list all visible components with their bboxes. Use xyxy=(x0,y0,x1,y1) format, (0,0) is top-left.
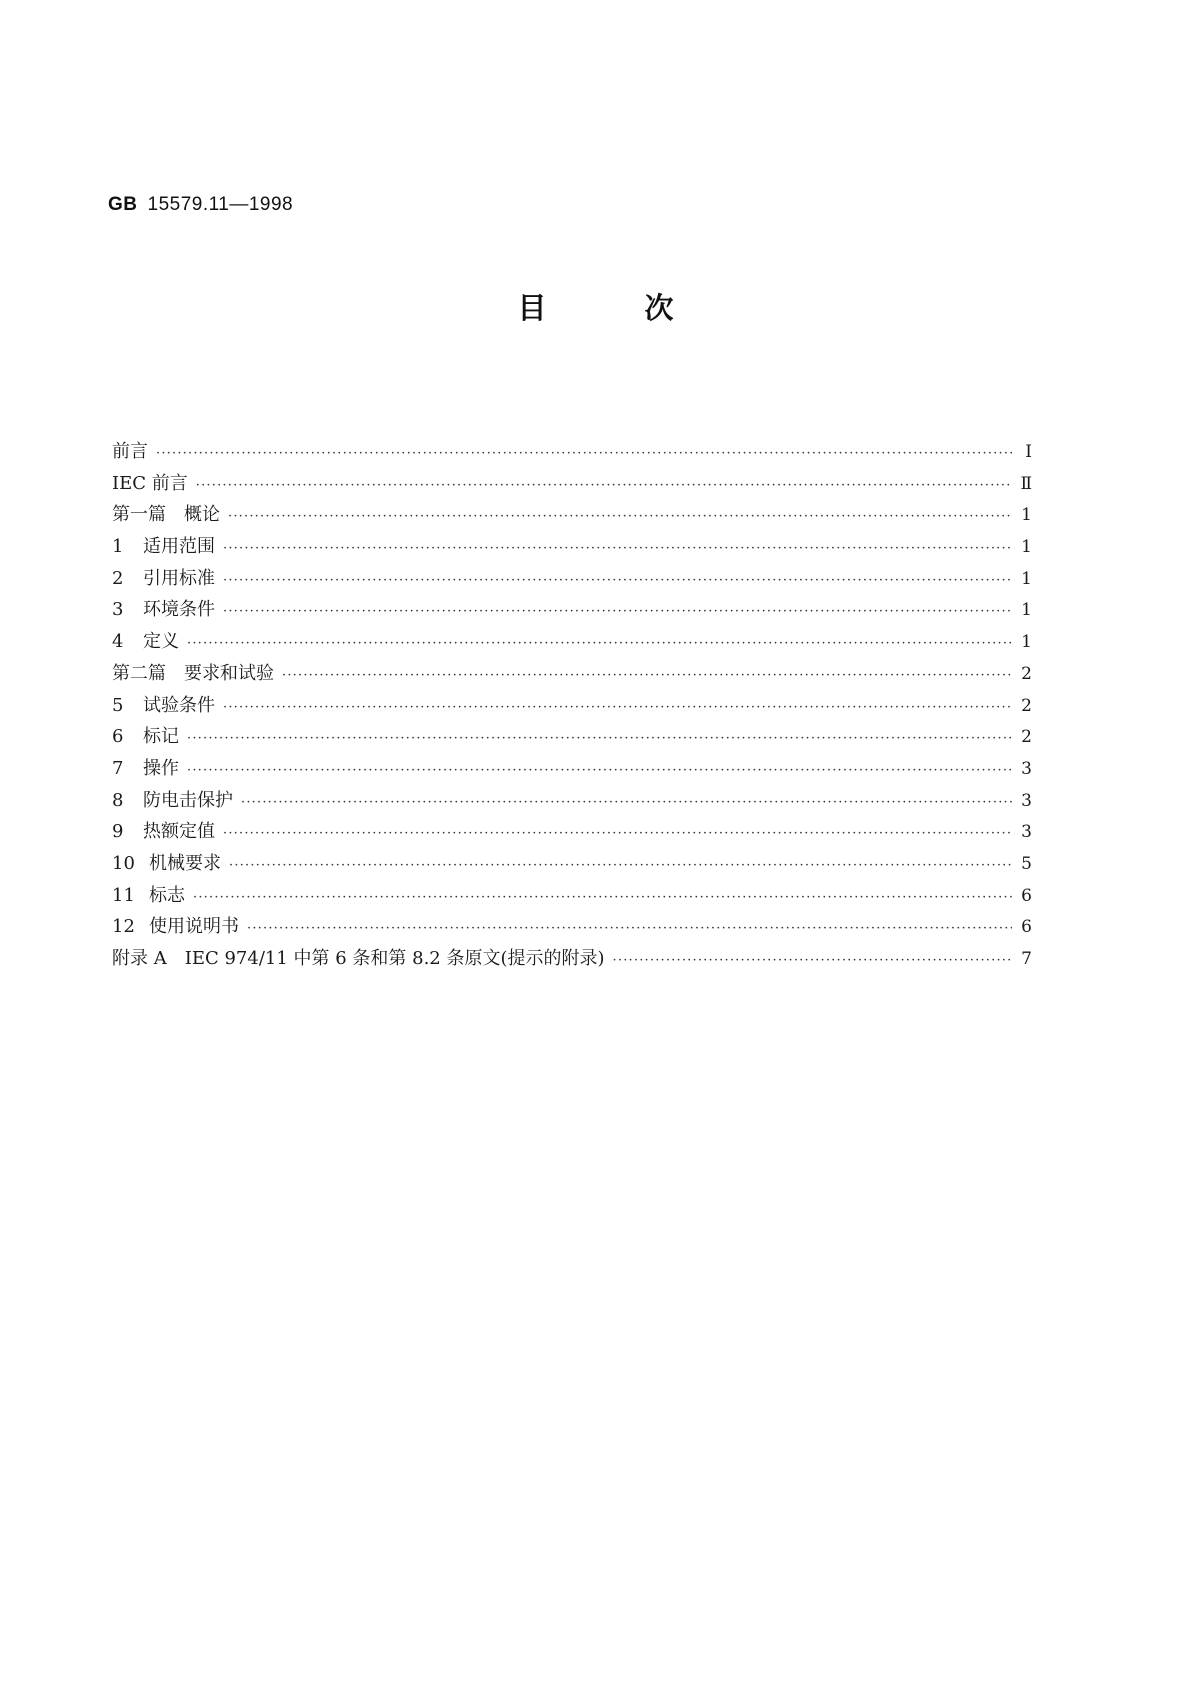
toc-entry-preface[interactable] xyxy=(112,436,1032,468)
toc-leader-dots xyxy=(223,818,1012,850)
toc-entry-page: 1 xyxy=(1021,537,1032,558)
toc-entry-label: 机械要求 xyxy=(149,852,221,874)
toc-entry-label: 试验条件 xyxy=(143,694,215,716)
toc-entry-page: 7 xyxy=(1021,949,1032,969)
toc-entry-part-2[interactable] xyxy=(112,658,1032,690)
toc-entry-page: 3 xyxy=(1021,790,1032,811)
toc-entry-label: IEC 前言 xyxy=(112,472,188,494)
table-of-contents xyxy=(112,436,1032,975)
toc-entry-appendix-a[interactable] xyxy=(112,943,1032,975)
toc-entry-part-1[interactable] xyxy=(112,499,1032,531)
toc-entry-page: 6 xyxy=(1021,885,1032,906)
toc-entry-number: 10 xyxy=(112,852,135,874)
toc-entry-8[interactable] xyxy=(112,785,1032,817)
page-title xyxy=(0,286,1191,327)
toc-entry-label: 附录 A IEC 974/11 中第 6 条和第 8.2 条原文(提示的附录) xyxy=(112,948,605,969)
toc-leader-dots xyxy=(223,533,1012,565)
toc-entry-page: 2 xyxy=(1021,727,1032,748)
toc-leader-dots xyxy=(223,692,1012,724)
toc-entry-page: 5 xyxy=(1021,853,1032,874)
toc-entry-7[interactable] xyxy=(112,753,1032,785)
toc-entry-10[interactable] xyxy=(112,848,1032,880)
toc-entry-1[interactable] xyxy=(112,531,1032,563)
toc-entry-6[interactable] xyxy=(112,721,1032,753)
toc-leader-dots xyxy=(229,850,1012,882)
toc-leader-dots xyxy=(187,628,1012,660)
toc-entry-label: 前言 xyxy=(112,441,148,462)
toc-entry-label: 使用说明书 xyxy=(149,916,239,938)
toc-entry-label: 第二篇 要求和试验 xyxy=(112,662,274,684)
toc-entry-label: 定义 xyxy=(143,631,179,653)
toc-entry-page: Ⅱ xyxy=(1020,473,1032,494)
toc-entry-5[interactable] xyxy=(112,690,1032,722)
toc-leader-dots xyxy=(223,596,1012,628)
toc-entry-number: 12 xyxy=(112,916,135,938)
toc-entry-label: 引用标准 xyxy=(143,567,215,589)
toc-entry-number: 3 xyxy=(112,599,124,621)
toc-entry-page: 1 xyxy=(1021,568,1032,589)
toc-leader-dots xyxy=(196,470,1012,502)
toc-entry-label: 环境条件 xyxy=(143,599,215,621)
toc-entry-page: I xyxy=(1025,442,1032,462)
standard-number: 15579.11—1998 xyxy=(147,194,294,215)
title-char-1: 目 xyxy=(517,291,547,325)
toc-entry-label: 标志 xyxy=(149,884,185,906)
toc-entry-number: 11 xyxy=(112,884,135,906)
toc-entry-number: 5 xyxy=(112,694,124,716)
toc-entry-number: 8 xyxy=(112,789,124,811)
toc-entry-number: 4 xyxy=(112,631,124,653)
toc-leader-dots xyxy=(247,913,1012,945)
toc-leader-dots xyxy=(228,501,1012,533)
toc-entry-4[interactable] xyxy=(112,626,1032,658)
toc-entry-page: 6 xyxy=(1021,917,1032,938)
toc-entry-number: 1 xyxy=(112,536,124,558)
standard-code xyxy=(108,194,293,216)
toc-entry-label: 防电击保护 xyxy=(143,789,233,811)
toc-entry-page: 3 xyxy=(1021,822,1032,843)
toc-leader-dots xyxy=(241,787,1012,819)
toc-entry-page: 1 xyxy=(1021,632,1032,653)
toc-leader-dots xyxy=(187,723,1012,755)
title-char-2: 次 xyxy=(644,291,674,325)
toc-entry-number: 9 xyxy=(112,821,124,843)
toc-entry-11[interactable] xyxy=(112,880,1032,912)
toc-entry-label: 操作 xyxy=(143,757,179,779)
toc-entry-page: 2 xyxy=(1021,695,1032,716)
toc-entry-12[interactable] xyxy=(112,911,1032,943)
toc-entry-9[interactable] xyxy=(112,816,1032,848)
toc-leader-dots xyxy=(187,755,1012,787)
toc-entry-number: 2 xyxy=(112,567,124,589)
toc-entry-label: 热额定值 xyxy=(143,821,215,843)
toc-entry-page: 1 xyxy=(1021,600,1032,621)
toc-entry-label: 标记 xyxy=(143,726,179,748)
toc-leader-dots xyxy=(156,438,1012,470)
toc-leader-dots xyxy=(223,565,1012,597)
toc-entry-page: 2 xyxy=(1021,663,1032,684)
toc-leader-dots xyxy=(193,882,1012,914)
toc-entry-label: 第一篇 概论 xyxy=(112,504,220,526)
toc-entry-number: 7 xyxy=(112,757,124,779)
toc-entry-number: 6 xyxy=(112,726,124,748)
toc-entry-label: 适用范围 xyxy=(143,536,215,558)
toc-entry-page: 3 xyxy=(1021,758,1032,779)
toc-entry-page: 1 xyxy=(1021,505,1032,526)
toc-leader-dots xyxy=(282,660,1012,692)
toc-entry-2[interactable] xyxy=(112,563,1032,595)
standard-prefix: GB xyxy=(108,194,138,215)
toc-leader-dots xyxy=(613,945,1012,977)
toc-entry-iec-preface[interactable] xyxy=(112,468,1032,500)
toc-entry-3[interactable] xyxy=(112,594,1032,626)
